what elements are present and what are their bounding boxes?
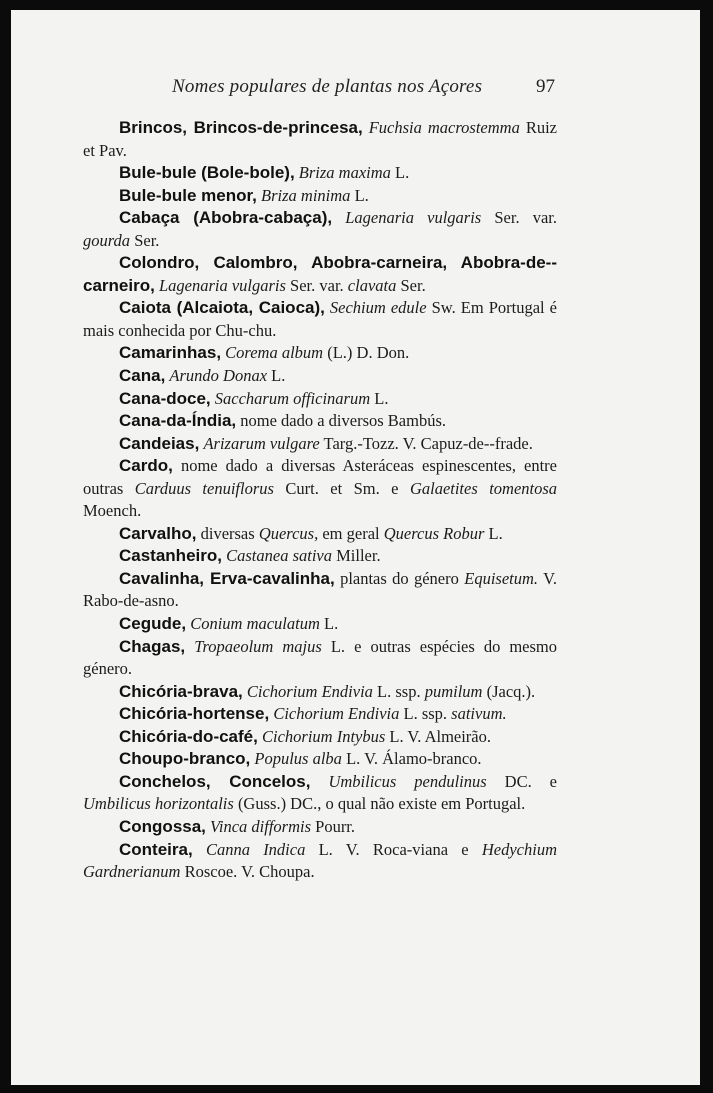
glossary-entry	[83, 207, 557, 252]
scientific-name: Castanea sativa	[226, 546, 332, 566]
entry-text: L. ssp.	[377, 681, 421, 701]
scientific-name: sativum.	[451, 704, 507, 724]
entry-term: Chicória-brava,	[119, 681, 243, 701]
scientific-name: Cichorium Intybus	[261, 726, 386, 746]
glossary-entry	[83, 185, 557, 208]
entry-term: Bule-bule menor,	[119, 185, 257, 205]
scientific-name: Umbilicus pendulinus	[328, 771, 487, 791]
scientific-name: Briza maxima	[298, 163, 391, 183]
entry-text: L. ssp.	[403, 704, 448, 724]
glossary-entry	[83, 388, 557, 411]
scientific-name: Lagenaria vulgaris	[345, 208, 482, 228]
glossary-entry	[83, 297, 557, 342]
scientific-name: pumilum	[424, 681, 483, 701]
entry-term: Bule-bule (Bole-bole),	[119, 163, 295, 183]
scientific-name: Fuchsia macrostemma	[368, 118, 520, 137]
entry-term: Cegude,	[119, 614, 187, 634]
glossary-entry	[83, 748, 557, 771]
scientific-name: Briza minima	[261, 185, 351, 205]
entry-term: Colondro, Calombro, Abobra-carneira, Abobra-de--carneiro,	[83, 253, 557, 295]
entry-text: Ruiz et Pav.	[83, 118, 558, 160]
glossary-text	[83, 117, 557, 884]
entry-text: L.	[374, 388, 389, 408]
scientific-name: Corema album	[225, 343, 324, 363]
scientific-name: Arizarum vulgare	[203, 433, 320, 453]
entry-text: (L.) D. Don.	[327, 343, 410, 363]
entry-text: DC. e	[504, 771, 558, 791]
entry-term: Camarinhas,	[119, 343, 222, 363]
entry-text: L.	[488, 523, 503, 543]
scientific-name: gourda	[83, 230, 131, 250]
entry-term: Conchelos, Concelos,	[119, 771, 311, 791]
scientific-name: Vinca difformis	[210, 816, 312, 836]
entry-text: L.	[271, 366, 286, 386]
entry-text: Ser.	[400, 275, 426, 295]
entry-text: plantas do género	[340, 568, 459, 588]
glossary-entry	[83, 410, 557, 433]
glossary-entry	[83, 568, 557, 613]
glossary-entry	[83, 816, 557, 839]
entry-text: nome dado a diversos Bambús.	[240, 411, 447, 431]
page-number: 97	[536, 76, 555, 97]
scientific-name: Hedychium Gardnerianum	[83, 839, 557, 882]
entry-text: L. e outras espécies do mesmo género.	[83, 636, 558, 679]
book-page	[11, 10, 700, 1085]
glossary-entry	[83, 545, 557, 568]
entry-term: Cardo,	[119, 456, 173, 476]
scientific-name: Cichorium Endivia	[246, 681, 373, 701]
scientific-name: Quercus,	[258, 523, 319, 543]
entry-text: L. V. Roca-viana e	[318, 839, 469, 859]
scientific-name: Umbilicus horizontalis	[83, 794, 234, 814]
scientific-name: clavata	[347, 275, 397, 295]
entry-text: L.	[324, 614, 339, 634]
glossary-entry	[83, 523, 557, 546]
scientific-name: Equisetum.	[464, 568, 539, 588]
scientific-name: Carduus tenuiflorus	[134, 478, 274, 498]
scientific-name: Canna Indica	[205, 839, 306, 859]
entry-term: Chicória-hortense,	[119, 704, 270, 724]
entry-term: Conteira,	[119, 839, 193, 859]
entry-text: Curt. et Sm. e	[285, 478, 399, 498]
entry-text: Roscoe. V. Choupa.	[184, 862, 315, 882]
glossary-entry	[83, 365, 557, 388]
entry-term: Cabaça (Abobra-cabaça),	[119, 208, 333, 228]
glossary-entry	[83, 342, 557, 365]
page-header	[11, 76, 700, 102]
entry-term: Cana-doce,	[119, 388, 211, 408]
entry-text: nome dado a diversas Asteráceas espinescentes, entre outras	[83, 456, 557, 498]
glossary-entry	[83, 455, 557, 523]
entry-text: L.	[354, 185, 369, 205]
scientific-name: Cichorium Endivia	[273, 704, 400, 724]
entry-text: em geral	[322, 523, 380, 543]
glossary-entry	[83, 433, 557, 456]
glossary-entry	[83, 681, 557, 704]
scientific-name: Tropaeolum majus	[194, 636, 322, 656]
entry-text: Miller.	[336, 546, 381, 566]
entry-text: L. V. Álamo-branco.	[346, 749, 482, 769]
scientific-name: Populus alba	[254, 749, 342, 769]
entry-text: diversas	[200, 523, 255, 543]
scientific-name: Arundo Donax	[169, 366, 268, 386]
entry-text: Ser. var.	[494, 208, 557, 228]
entry-text: L. V. Almeirão.	[389, 726, 492, 746]
glossary-entry	[83, 726, 557, 749]
entry-term: Carvalho,	[119, 523, 197, 543]
running-title: Nomes populares de plantas nos Açores	[172, 76, 483, 97]
glossary-entry	[83, 162, 557, 185]
entry-term: Cana,	[119, 366, 166, 386]
scientific-name: Saccharum officinarum	[214, 388, 371, 408]
entry-text: Ser. var.	[290, 275, 344, 295]
entry-term: Choupo-branco,	[119, 749, 251, 769]
entry-term: Caiota (Alcaiota, Caioca),	[119, 298, 325, 318]
entry-term: Cavalinha, Erva-cavalinha,	[119, 568, 335, 588]
glossary-entry	[83, 252, 557, 297]
entry-text: L.	[395, 163, 410, 183]
entry-text: V. Rabo-de-asno.	[83, 568, 557, 611]
scientific-name: Galaetites tomentosa	[409, 478, 558, 498]
scientific-name: Sechium edule	[329, 298, 427, 318]
glossary-entry	[83, 839, 557, 884]
scientific-name: Conium maculatum	[190, 614, 320, 634]
glossary-entry	[83, 703, 557, 726]
scientific-name: Lagenaria vulgaris	[158, 275, 286, 295]
glossary-entry	[83, 613, 557, 636]
entry-term: Candeias,	[119, 433, 200, 453]
entry-text: (Jacq.).	[486, 681, 536, 701]
entry-term: Chagas,	[119, 636, 186, 656]
entry-term: Cana-da-Índia,	[119, 411, 237, 431]
entry-term: Brincos, Brincos-de-princesa,	[119, 118, 363, 137]
entry-text: Moench.	[83, 501, 142, 521]
entry-term: Congossa,	[119, 816, 206, 836]
entry-text: Sw. Em Portugal é mais conhecida por Chu-chu.	[83, 298, 557, 340]
scientific-name: Quercus Robur	[383, 523, 485, 543]
entry-text: Targ.-Tozz. V. Capuz-de--frade.	[323, 433, 533, 453]
glossary-entry	[83, 117, 557, 162]
entry-text: (Guss.) DC., o qual não existe em Portugal.	[237, 794, 526, 814]
entry-term: Castanheiro,	[119, 546, 222, 566]
glossary-entry	[83, 771, 557, 816]
glossary-entry	[83, 636, 557, 681]
entry-term: Chicória-do-café,	[119, 726, 258, 746]
entry-text: Pourr.	[315, 816, 356, 836]
entry-text: Ser.	[134, 230, 160, 250]
